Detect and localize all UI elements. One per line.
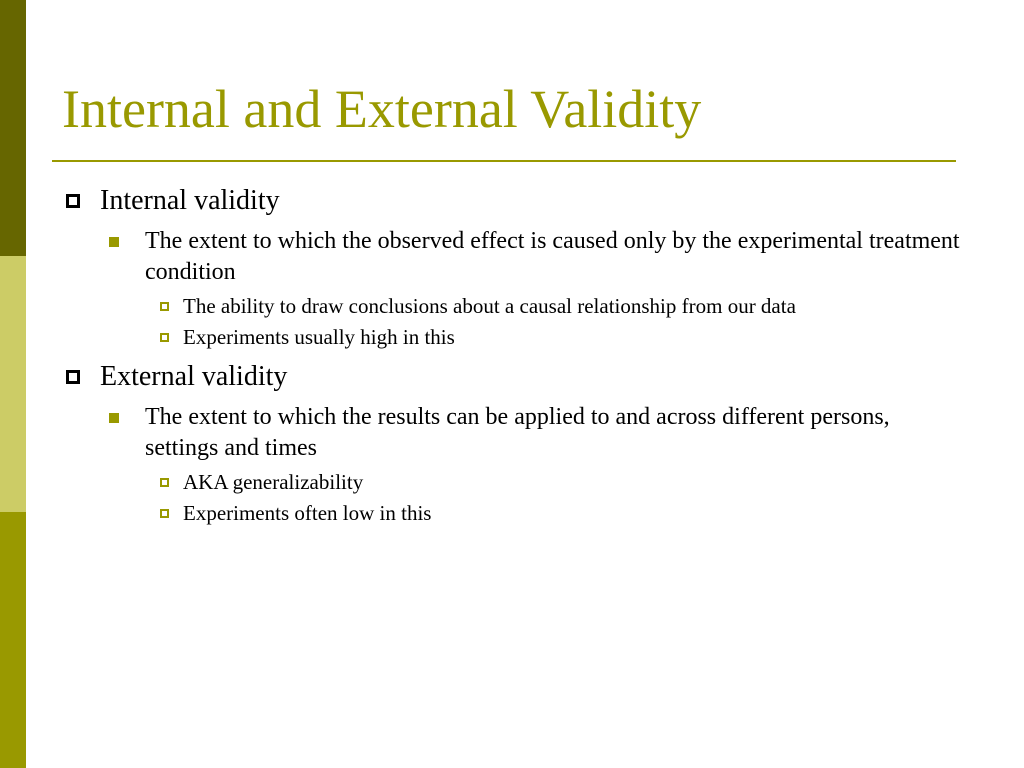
sub-sub-bullet-generalizability: [145, 469, 962, 495]
hollow-square-bullet-icon: [160, 509, 169, 518]
hollow-square-bullet-icon: [160, 302, 169, 311]
sub-bullet-text: The extent to which the results can be applied to and across different persons, settings and times: [145, 404, 890, 461]
bullet-internal-validity: [62, 184, 962, 350]
sub-sub-bullet-experiments-low: [145, 500, 962, 526]
slide-title: Internal and External Validity: [62, 79, 702, 139]
hollow-square-bullet-icon: [160, 478, 169, 487]
sub-sub-bullet-text: Experiments usually high in this: [183, 325, 455, 349]
sub-sub-bullet-causal-conclusions: [145, 293, 962, 319]
filled-square-bullet-icon: [109, 237, 119, 247]
sidebar-segment-middle: [0, 256, 26, 512]
sub-sub-bullet-text: Experiments often low in this: [183, 501, 432, 525]
sub-bullet-text: The extent to which the observed effect is caused only by the experimental treatment condition: [145, 228, 960, 285]
hollow-square-bullet-icon: [66, 194, 80, 208]
bullet-text: Internal validity: [100, 185, 280, 216]
sub-bullet-list: [62, 402, 962, 526]
filled-square-bullet-icon: [109, 413, 119, 423]
sub-bullet-external-definition: [100, 402, 962, 526]
bullet-external-validity: [62, 360, 962, 526]
sub-sub-bullet-text: The ability to draw conclusions about a causal relationship from our data: [183, 294, 796, 318]
hollow-square-bullet-icon: [66, 370, 80, 384]
sub-sub-bullet-list: [145, 469, 962, 526]
sidebar-accent-bar: [0, 0, 26, 768]
hollow-square-bullet-icon: [160, 333, 169, 342]
slide-bullet-list: [62, 184, 962, 532]
sub-bullet-list: [62, 226, 962, 350]
title-underline: [52, 160, 956, 162]
sidebar-segment-bottom: [0, 512, 26, 768]
sub-bullet-internal-definition: [100, 226, 962, 350]
sidebar-segment-top: [0, 0, 26, 256]
bullet-text: External validity: [100, 361, 288, 392]
sub-sub-bullet-list: [145, 293, 962, 350]
sub-sub-bullet-experiments-high: [145, 324, 962, 350]
sub-sub-bullet-text: AKA generalizability: [183, 470, 364, 494]
